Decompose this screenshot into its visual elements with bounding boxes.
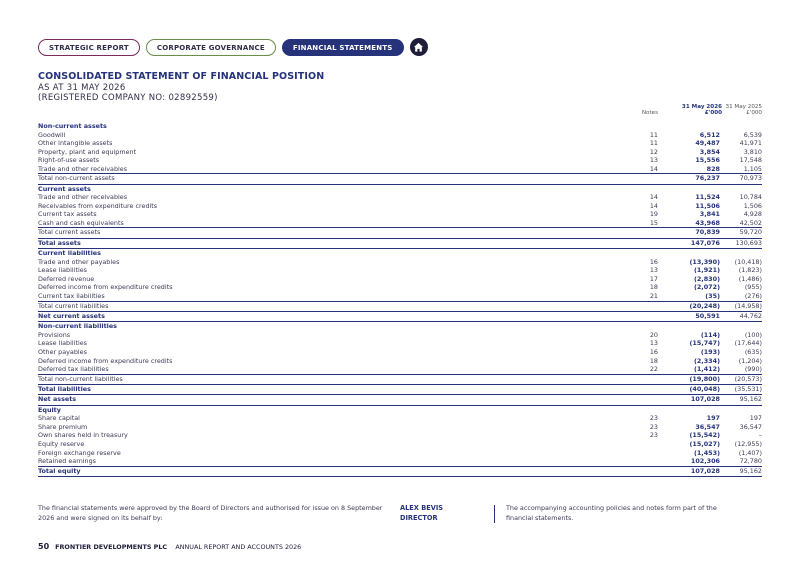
row-label: Cash and cash equivalents xyxy=(38,218,124,227)
total-row xyxy=(38,374,762,384)
report-name: ANNUAL REPORT AND ACCOUNTS 2026 xyxy=(175,543,302,551)
page-footer xyxy=(38,542,301,551)
row-value-2025: (276) xyxy=(744,291,762,300)
table-row xyxy=(38,331,762,340)
section-header-row xyxy=(38,184,762,193)
row-label: Net current assets xyxy=(38,311,598,321)
table-row xyxy=(38,283,762,292)
total-row xyxy=(38,228,762,238)
total-row xyxy=(38,385,762,395)
row-value-2025: (20,573) xyxy=(720,374,762,384)
table-row xyxy=(38,414,762,423)
row-label: Right-of-use assets xyxy=(38,156,100,165)
row-note: 19 xyxy=(649,210,658,219)
row-label: Current assets xyxy=(38,184,91,193)
header-prior-year xyxy=(720,104,762,116)
table-row xyxy=(38,139,762,148)
row-label: Own shares held in treasury xyxy=(38,431,128,440)
row-value-2026: 49,487 xyxy=(695,139,720,148)
row-value-2025: 1,105 xyxy=(743,164,762,173)
row-label: Share premium xyxy=(38,422,88,431)
row-value-2026: 76,237 xyxy=(658,174,720,184)
row-label: Total non-current assets xyxy=(38,174,598,184)
row-note xyxy=(598,174,658,184)
row-note: 23 xyxy=(649,422,658,431)
header-current-year xyxy=(660,104,722,116)
row-label: Current tax liabilities xyxy=(38,291,105,300)
row-value-2025: (35,531) xyxy=(720,385,762,395)
header-prior-year-unit: £'000 xyxy=(746,110,762,116)
row-label: Current tax assets xyxy=(38,210,97,219)
financial-position-table xyxy=(38,122,762,477)
row-value-2025: 36,547 xyxy=(739,422,762,431)
row-note xyxy=(598,385,658,395)
row-label: Equity xyxy=(38,405,61,414)
nav-financial-statements[interactable]: FINANCIAL STATEMENTS xyxy=(282,39,404,56)
row-note xyxy=(598,238,658,248)
row-value-2026: 11,524 xyxy=(695,193,720,202)
total-row xyxy=(38,311,762,321)
row-label: Deferred tax liabilities xyxy=(38,365,109,374)
row-value-2026: (15,542) xyxy=(689,431,720,440)
row-label: Lease liabilities xyxy=(38,266,87,275)
table-row xyxy=(38,440,762,449)
row-value-2025 xyxy=(720,249,762,258)
total-row xyxy=(38,395,762,405)
page-subtitle-date: AS AT 31 MAY 2026 xyxy=(38,83,126,93)
row-value-2025: 95,162 xyxy=(720,466,762,476)
total-row xyxy=(38,301,762,311)
row-value-2025: 3,810 xyxy=(743,147,762,156)
row-note xyxy=(598,405,658,414)
row-label: Retained earnings xyxy=(38,457,96,466)
row-value-2026: 15,556 xyxy=(695,156,720,165)
row-value-2025: 4,928 xyxy=(743,210,762,219)
table-row xyxy=(38,156,762,165)
row-label: Non-current assets xyxy=(38,122,107,130)
row-note: 23 xyxy=(649,414,658,423)
row-value-2025: (1,407) xyxy=(738,448,762,457)
row-note: 21 xyxy=(649,291,658,300)
row-note: 16 xyxy=(649,257,658,266)
row-value-2026: (2,072) xyxy=(693,283,720,292)
row-value-2026: (193) xyxy=(700,347,720,356)
row-label: Net assets xyxy=(38,395,598,405)
row-value-2026: 107,028 xyxy=(658,395,720,405)
row-value-2025: 44,762 xyxy=(720,311,762,321)
row-value-2025 xyxy=(720,322,762,331)
row-value-2026: 102,306 xyxy=(690,457,720,466)
section-header-row xyxy=(38,405,762,414)
row-label: Goodwill xyxy=(38,130,66,139)
row-note xyxy=(598,395,658,405)
row-note xyxy=(598,457,658,466)
row-note: 16 xyxy=(649,347,658,356)
row-value-2026: (35) xyxy=(705,291,720,300)
row-value-2025: (635) xyxy=(744,347,762,356)
signatory xyxy=(400,503,443,523)
row-note: 17 xyxy=(649,274,658,283)
row-note: 14 xyxy=(649,193,658,202)
row-value-2026: (40,048) xyxy=(658,385,720,395)
signer-name: ALEX BEVIS xyxy=(400,504,444,512)
row-value-2026 xyxy=(658,405,720,414)
row-value-2026 xyxy=(658,322,720,331)
row-value-2026: (1,453) xyxy=(693,448,720,457)
row-note: 13 xyxy=(649,339,658,348)
row-value-2026: (20,248) xyxy=(658,301,720,311)
row-note: 15 xyxy=(649,218,658,227)
row-value-2025: 17,548 xyxy=(739,156,762,165)
row-label: Current liabilities xyxy=(38,249,101,258)
row-value-2026: 197 xyxy=(706,414,720,423)
row-note: 20 xyxy=(649,330,658,339)
total-row xyxy=(38,466,762,476)
total-row xyxy=(38,174,762,184)
header-prior-year-date: 31 May 2025 xyxy=(725,104,762,110)
row-label: Total current liabilities xyxy=(38,301,598,311)
row-value-2026: (1,412) xyxy=(693,365,720,374)
row-note: 18 xyxy=(649,283,658,292)
row-note: 14 xyxy=(649,201,658,210)
table-row xyxy=(38,202,762,211)
row-value-2025: 42,502 xyxy=(739,218,762,227)
row-value-2025: 72,780 xyxy=(739,457,762,466)
row-value-2026: (15,747) xyxy=(689,339,720,348)
row-value-2025: 130,693 xyxy=(720,238,762,248)
table-row xyxy=(38,210,762,219)
row-value-2025: – xyxy=(758,431,762,440)
row-value-2026: 6,512 xyxy=(699,130,720,139)
section-header-row xyxy=(38,122,762,131)
row-label: Deferred income from expenditure credits xyxy=(38,356,173,365)
table-row xyxy=(38,365,762,374)
row-value-2025 xyxy=(720,122,762,131)
policies-note: The accompanying accounting policies and notes form part of the financial statements. xyxy=(506,504,717,522)
row-note: 12 xyxy=(649,147,658,156)
table-row xyxy=(38,275,762,284)
row-note xyxy=(598,311,658,321)
row-label: Property, plant and equipment xyxy=(38,147,137,156)
row-label: Trade and other receivables xyxy=(38,193,128,202)
row-note xyxy=(598,449,658,458)
home-button[interactable] xyxy=(410,38,428,56)
table-row xyxy=(38,431,762,440)
row-value-2026 xyxy=(658,122,720,131)
row-label: Total non-current liabilities xyxy=(38,374,598,384)
total-row xyxy=(38,238,762,248)
row-label: Foreign exchange reserve xyxy=(38,448,121,457)
row-label: Provisions xyxy=(38,330,71,339)
row-label: Share capital xyxy=(38,414,80,423)
row-value-2026: (15,027) xyxy=(689,440,720,449)
nav-strategic-report[interactable]: STRATEGIC REPORT xyxy=(38,39,140,56)
section-header-row xyxy=(38,249,762,258)
signer-title: DIRECTOR xyxy=(400,514,438,522)
row-value-2025: (10,418) xyxy=(734,257,762,266)
row-value-2025: (990) xyxy=(744,365,762,374)
row-note: 14 xyxy=(649,164,658,173)
table-row xyxy=(38,357,762,366)
page-subtitle-company-no: (REGISTERED COMPANY NO: 02892559) xyxy=(38,93,218,103)
row-value-2026 xyxy=(658,249,720,258)
page-number: 50 xyxy=(38,542,50,551)
company-name: FRONTIER DEVELOPMENTS PLC xyxy=(55,543,168,551)
nav-corporate-governance[interactable]: CORPORATE GOVERNANCE xyxy=(146,39,276,56)
row-label: Deferred income from expenditure credits xyxy=(38,283,173,292)
row-value-2026: (13,390) xyxy=(689,257,720,266)
table-row xyxy=(38,165,762,174)
row-label: Equity reserve xyxy=(38,440,85,449)
row-value-2025 xyxy=(720,405,762,414)
row-value-2025: (1,823) xyxy=(738,266,762,275)
row-note xyxy=(598,122,658,131)
row-value-2025 xyxy=(720,184,762,193)
row-value-2026: 11,506 xyxy=(695,201,720,210)
row-value-2026 xyxy=(658,184,720,193)
row-value-2026: (2,830) xyxy=(693,274,720,283)
row-value-2026: 3,841 xyxy=(699,210,720,219)
row-value-2025: 70,973 xyxy=(720,174,762,184)
row-label: Total assets xyxy=(38,238,598,248)
row-label: Total equity xyxy=(38,466,598,476)
row-value-2025: 59,720 xyxy=(720,228,762,238)
row-value-2026: 43,968 xyxy=(695,218,720,227)
row-value-2025: 1,506 xyxy=(743,201,762,210)
table-row xyxy=(38,131,762,140)
row-value-2025: (14,958) xyxy=(720,301,762,311)
row-note xyxy=(598,301,658,311)
approval-statement: The financial statements were approved by the Board of Directors and authorised for issue on 8 September 2026 and were signed on its behalf by: xyxy=(38,504,383,522)
table-row xyxy=(38,449,762,458)
row-label: Non-current liabilities xyxy=(38,322,117,331)
row-value-2025: (1,486) xyxy=(738,274,762,283)
table-row xyxy=(38,193,762,202)
row-note xyxy=(598,249,658,258)
row-note: 11 xyxy=(649,139,658,148)
row-value-2026: (1,921) xyxy=(693,266,720,275)
row-note: 13 xyxy=(649,266,658,275)
section-nav xyxy=(38,38,428,56)
table-row xyxy=(38,292,762,301)
table-row xyxy=(38,423,762,432)
table-row xyxy=(38,348,762,357)
row-value-2026: 107,028 xyxy=(658,466,720,476)
table-row xyxy=(38,457,762,466)
row-value-2026: (2,334) xyxy=(693,356,720,365)
row-value-2026: (114) xyxy=(700,330,720,339)
table-row xyxy=(38,148,762,157)
header-current-year-date: 31 May 2026 xyxy=(681,104,722,110)
page-title: CONSOLIDATED STATEMENT OF FINANCIAL POSITION xyxy=(38,71,325,82)
row-value-2025: (955) xyxy=(744,283,762,292)
row-label: Other intangible assets xyxy=(38,139,113,148)
row-note: 22 xyxy=(649,365,658,374)
row-value-2026: 828 xyxy=(706,164,720,173)
footer-divider xyxy=(494,505,495,523)
home-icon xyxy=(413,42,424,53)
row-value-2025: (17,644) xyxy=(734,339,762,348)
row-value-2026: 3,854 xyxy=(699,147,720,156)
header-notes: Notes xyxy=(641,110,658,116)
table-row xyxy=(38,339,762,348)
row-value-2025: 95,162 xyxy=(720,395,762,405)
row-note xyxy=(598,440,658,449)
row-note: 23 xyxy=(649,431,658,440)
row-note: 13 xyxy=(649,156,658,165)
row-value-2026: 50,591 xyxy=(658,311,720,321)
row-value-2025: 197 xyxy=(749,414,762,423)
header-current-year-unit: £'000 xyxy=(704,110,722,116)
table-row xyxy=(38,258,762,267)
row-value-2026: (19,800) xyxy=(658,374,720,384)
row-note xyxy=(598,228,658,238)
row-note: 11 xyxy=(649,130,658,139)
row-label: Deferred revenue xyxy=(38,274,95,283)
row-value-2026: 147,076 xyxy=(658,238,720,248)
row-value-2026: 36,547 xyxy=(695,422,720,431)
row-note: 18 xyxy=(649,356,658,365)
table-row xyxy=(38,219,762,228)
row-label: Total liabilities xyxy=(38,385,598,395)
row-value-2025: (100) xyxy=(744,330,762,339)
row-label: Trade and other receivables xyxy=(38,164,128,173)
row-label: Lease liabilities xyxy=(38,339,87,348)
row-note xyxy=(598,184,658,193)
row-value-2025: 10,784 xyxy=(739,193,762,202)
row-note xyxy=(598,466,658,476)
row-value-2025: (1,204) xyxy=(738,356,762,365)
row-note xyxy=(598,322,658,331)
row-note xyxy=(598,374,658,384)
row-label: Total current assets xyxy=(38,228,598,238)
row-value-2025: 6,539 xyxy=(743,130,762,139)
row-label: Other payables xyxy=(38,347,87,356)
row-value-2025: (12,955) xyxy=(734,440,762,449)
section-header-row xyxy=(38,322,762,331)
row-value-2025: 41,971 xyxy=(739,139,762,148)
row-value-2026: 70,839 xyxy=(658,228,720,238)
row-label: Trade and other payables xyxy=(38,257,120,266)
row-label: Receivables from expenditure credits xyxy=(38,201,158,210)
table-row xyxy=(38,266,762,275)
